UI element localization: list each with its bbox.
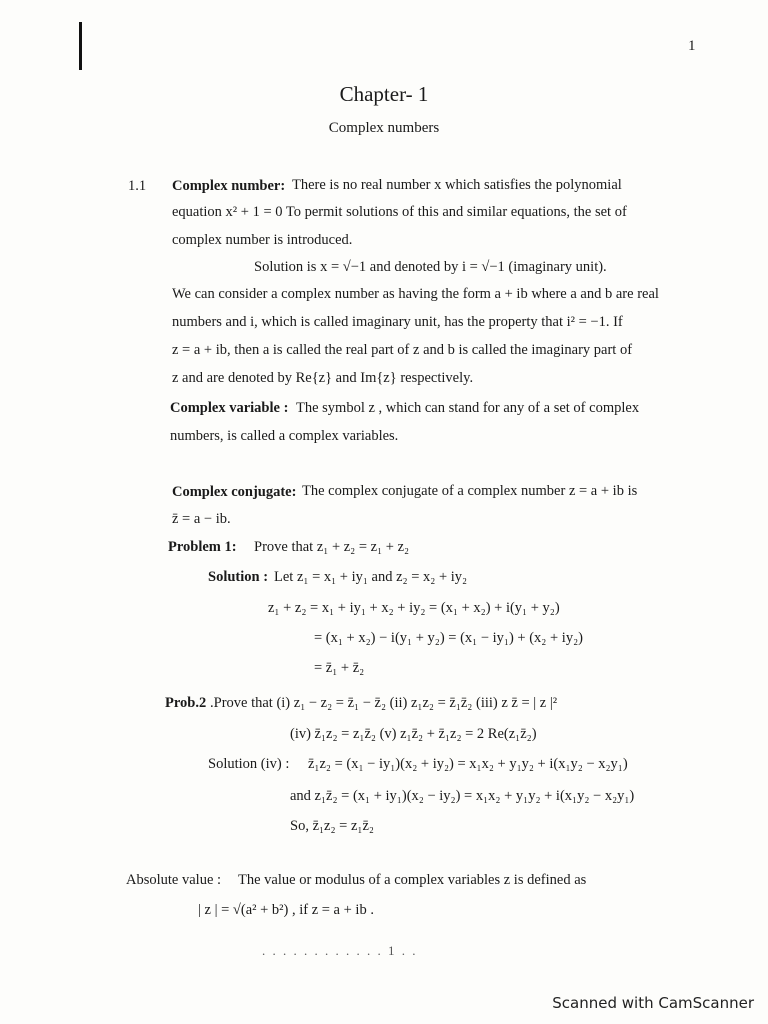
equation-line: = z̄₁ + z̄₂ (314, 660, 365, 676)
body-line: The symbol z , which can stand for any of a set of complex (296, 400, 640, 416)
equation-line: Let z₁ = x₁ + iy₁ and z₂ = x₂ + iy₂ (274, 569, 468, 585)
equation-line: | z | = √(a² + b²) , if z = a + ib . (198, 902, 374, 918)
body-line: z̄ = a − ib. (172, 511, 231, 527)
body-line: complex number is introduced. (172, 232, 353, 248)
solution2-heading: Solution (iv) : (208, 756, 290, 772)
equation-line: .Prove that (i) z₁ − z₂ = z̄₁ − z̄₂ (ii) z₁z₂ = z̄₁z̄₂ (iii) z z̄ = | z |² (210, 695, 558, 711)
absolute-heading: Absolute value : (126, 872, 222, 888)
chapter-title: Chapter- 1 (339, 82, 429, 106)
prob2-heading: Prob.2 (165, 695, 207, 711)
margin-mark (79, 22, 82, 70)
equation-line: = (x₁ + x₂) − i(y₁ + y₂) = (x₁ − iy₁) + (x₂ + iy₂) (314, 630, 583, 646)
equation-line: z₁ + z₂ = x₁ + iy₁ + x₂ + iy₂ = (x₁ + x₂) + i(y₁ + y₂) (268, 600, 560, 616)
camscanner-watermark: Scanned with CamScanner (552, 994, 754, 1012)
body-line: The value or modulus of a complex variables z is defined as (238, 872, 587, 888)
complex-number-heading: Complex number: (172, 178, 286, 194)
equation-line: So, z̄₁z₂ = z₁z̄₂ (290, 818, 374, 834)
body-line: We can consider a complex number as having the form a + ib where a and b are real (172, 286, 659, 302)
section-number: 1.1 (128, 178, 147, 194)
equation-line: and z₁z̄₂ = (x₁ + iy₁)(x₂ − iy₂) = x₁x₂ + y₁y₂ + i(x₁y₂ − x₂y₁) (290, 788, 635, 804)
chapter-subtitle: Complex numbers (328, 120, 440, 136)
footer-page-mark: . . . . . . . . . . . . 1 . . (262, 943, 418, 958)
body-line: numbers and i, which is called imaginary unit, has the property that i² = −1. If (172, 314, 623, 330)
solution1-heading: Solution : (208, 569, 269, 585)
body-line: equation x² + 1 = 0 To permit solutions of this and similar equations, the set of (172, 204, 627, 220)
complex-variable-heading: Complex variable : (170, 400, 289, 416)
body-line: z = a + ib, then a is called the real part of z and b is called the imaginary part of (172, 342, 633, 358)
body-line: Solution is x = √−1 and denoted by i = √−1 (imaginary unit). (254, 259, 607, 275)
problem1-heading: Problem 1: (168, 539, 237, 555)
equation-line: z̄₁z₂ = (x₁ − iy₁)(x₂ + iy₂) = x₁x₂ + y₁y₂ + i(x₁y₂ − x₂y₁) (308, 756, 628, 772)
problem1-text: Prove that z₁ + z₂ = z₁ + z₂ (254, 539, 410, 555)
body-line: z and are denoted by Re{z} and Im{z} respectively. (172, 370, 474, 386)
body-line: There is no real number x which satisfies the polynomial (292, 177, 622, 193)
body-line: The complex conjugate of a complex number z = a + ib is (302, 483, 638, 499)
conjugate-heading: Complex conjugate: (172, 484, 297, 500)
body-line: numbers, is called a complex variables. (170, 428, 399, 444)
page-number: 1 (688, 38, 696, 54)
equation-line: (iv) z̄₁z₂ = z₁z̄₂ (v) z₁z̄₂ + z̄₁z₂ = 2 Re(z₁z̄₂) (290, 726, 537, 742)
